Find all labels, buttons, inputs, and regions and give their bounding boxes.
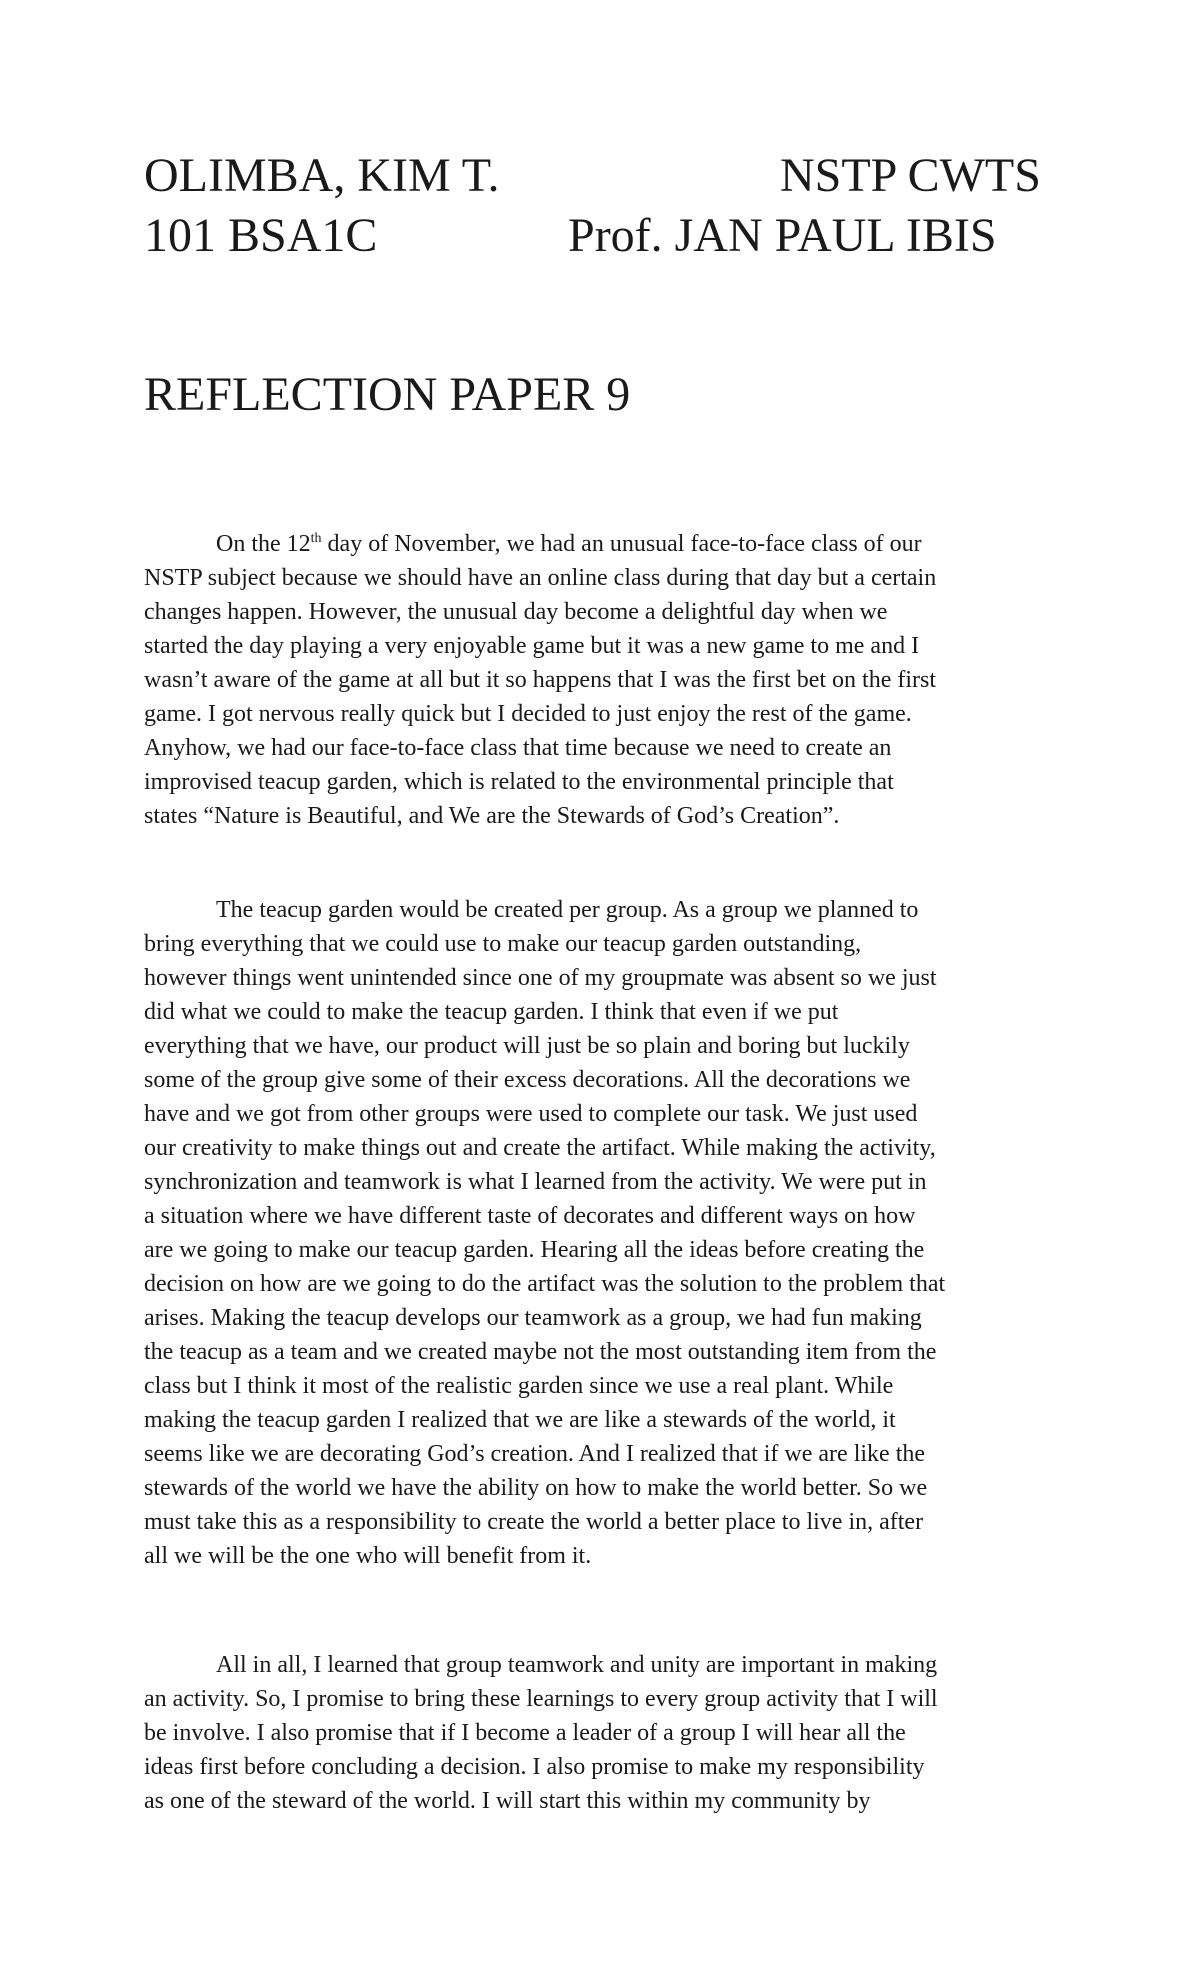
paragraph-line: decision on how are we going to do the artifact was the solution to the problem that	[144, 1271, 946, 1297]
paragraph-line	[144, 527, 1064, 561]
line-text: day of November, we had an unusual face-to-face class of our	[321, 531, 922, 557]
header-row-1	[144, 148, 1056, 204]
paragraph-line: ideas first before concluding a decision. I also promise to make my responsibility	[144, 1754, 925, 1780]
paragraph-line: states “Nature is Beautiful, and We are the Stewards of God’s Creation”.	[144, 803, 840, 829]
paragraph-line: a situation where we have different taste of decorates and different ways on how	[144, 1203, 916, 1229]
professor-name: Prof. JAN PAUL IBIS	[568, 209, 997, 262]
paragraph-line: The teacup garden would be created per group. As a group we planned to	[216, 897, 919, 923]
paragraph-line: Anyhow, we had our face-to-face class that time because we need to create an	[144, 735, 892, 761]
paragraph-line: stewards of the world we have the ability on how to make the world better. So we	[144, 1475, 928, 1501]
paragraph-1	[144, 527, 1064, 833]
paragraph-line: arises. Making the teacup develops our teamwork as a group, we had fun making	[144, 1305, 922, 1331]
paragraph-line: game. I got nervous really quick but I decided to just enjoy the rest of the game.	[144, 701, 912, 727]
paragraph-line: as one of the steward of the world. I will start this within my community by	[144, 1788, 871, 1814]
paragraph-line: be involve. I also promise that if I become a leader of a group I will hear all the	[144, 1720, 906, 1746]
paragraph-line: an activity. So, I promise to bring these learnings to every group activity that I will	[144, 1686, 938, 1712]
paragraph-line: synchronization and teamwork is what I learned from the activity. We were put in	[144, 1169, 927, 1195]
paragraph-line: changes happen. However, the unusual day become a delightful day when we	[144, 599, 888, 625]
paragraph-line: making the teacup garden I realized that we are like a stewards of the world, it	[144, 1407, 896, 1433]
paragraph-line: All in all, I learned that group teamwork and unity are important in making	[216, 1652, 938, 1678]
header-row-2	[144, 208, 1056, 264]
paragraph-line: started the day playing a very enjoyable game but it was a new game to me and I	[144, 633, 920, 659]
paragraph-line: wasn’t aware of the game at all but it so happens that I was the first bet on the first	[144, 667, 936, 693]
paragraph-line: bring everything that we could use to make our teacup garden outstanding,	[144, 931, 862, 957]
paragraph-line: NSTP subject because we should have an online class during that day but a certain	[144, 565, 937, 591]
paragraph-line: seems like we are decorating God’s creation. And I realized that if we are like the	[144, 1441, 926, 1467]
student-name: OLIMBA, KIM T.	[144, 149, 500, 202]
paragraph-line: our creativity to make things out and create the artifact. While making the activity,	[144, 1135, 936, 1161]
ordinal-suffix: th	[310, 531, 322, 546]
paragraph-line: the teacup as a team and we created maybe not the most outstanding item from the	[144, 1339, 937, 1365]
paragraph-line: improvised teacup garden, which is related to the environmental principle that	[144, 769, 894, 795]
paragraph-2	[144, 893, 1064, 1573]
paragraph-line: must take this as a responsibility to create the world a better place to live in, after	[144, 1509, 924, 1535]
paragraph-line: class but I think it most of the realistic garden since we use a real plant. While	[144, 1373, 894, 1399]
course-name: NSTP CWTS	[780, 149, 1041, 202]
paragraph-line: did what we could to make the teacup garden. I think that even if we put	[144, 999, 839, 1025]
paragraph-line: have and we got from other groups were used to complete our task. We just used	[144, 1101, 918, 1127]
paragraph-line: everything that we have, our product will just be so plain and boring but luckily	[144, 1033, 910, 1059]
line-text: On the 12	[216, 531, 311, 557]
paragraph-line: however things went unintended since one of my groupmate was absent so we just	[144, 965, 937, 991]
paragraph-line: are we going to make our teacup garden. Hearing all the ideas before creating the	[144, 1237, 925, 1263]
paragraph-line: all we will be the one who will benefit from it.	[144, 1543, 592, 1569]
paragraph-line: some of the group give some of their excess decorations. All the decorations we	[144, 1067, 911, 1093]
paragraph-3	[144, 1648, 1064, 1818]
student-section: 101 BSA1C	[144, 209, 378, 262]
document-title: REFLECTION PAPER 9	[144, 368, 631, 421]
